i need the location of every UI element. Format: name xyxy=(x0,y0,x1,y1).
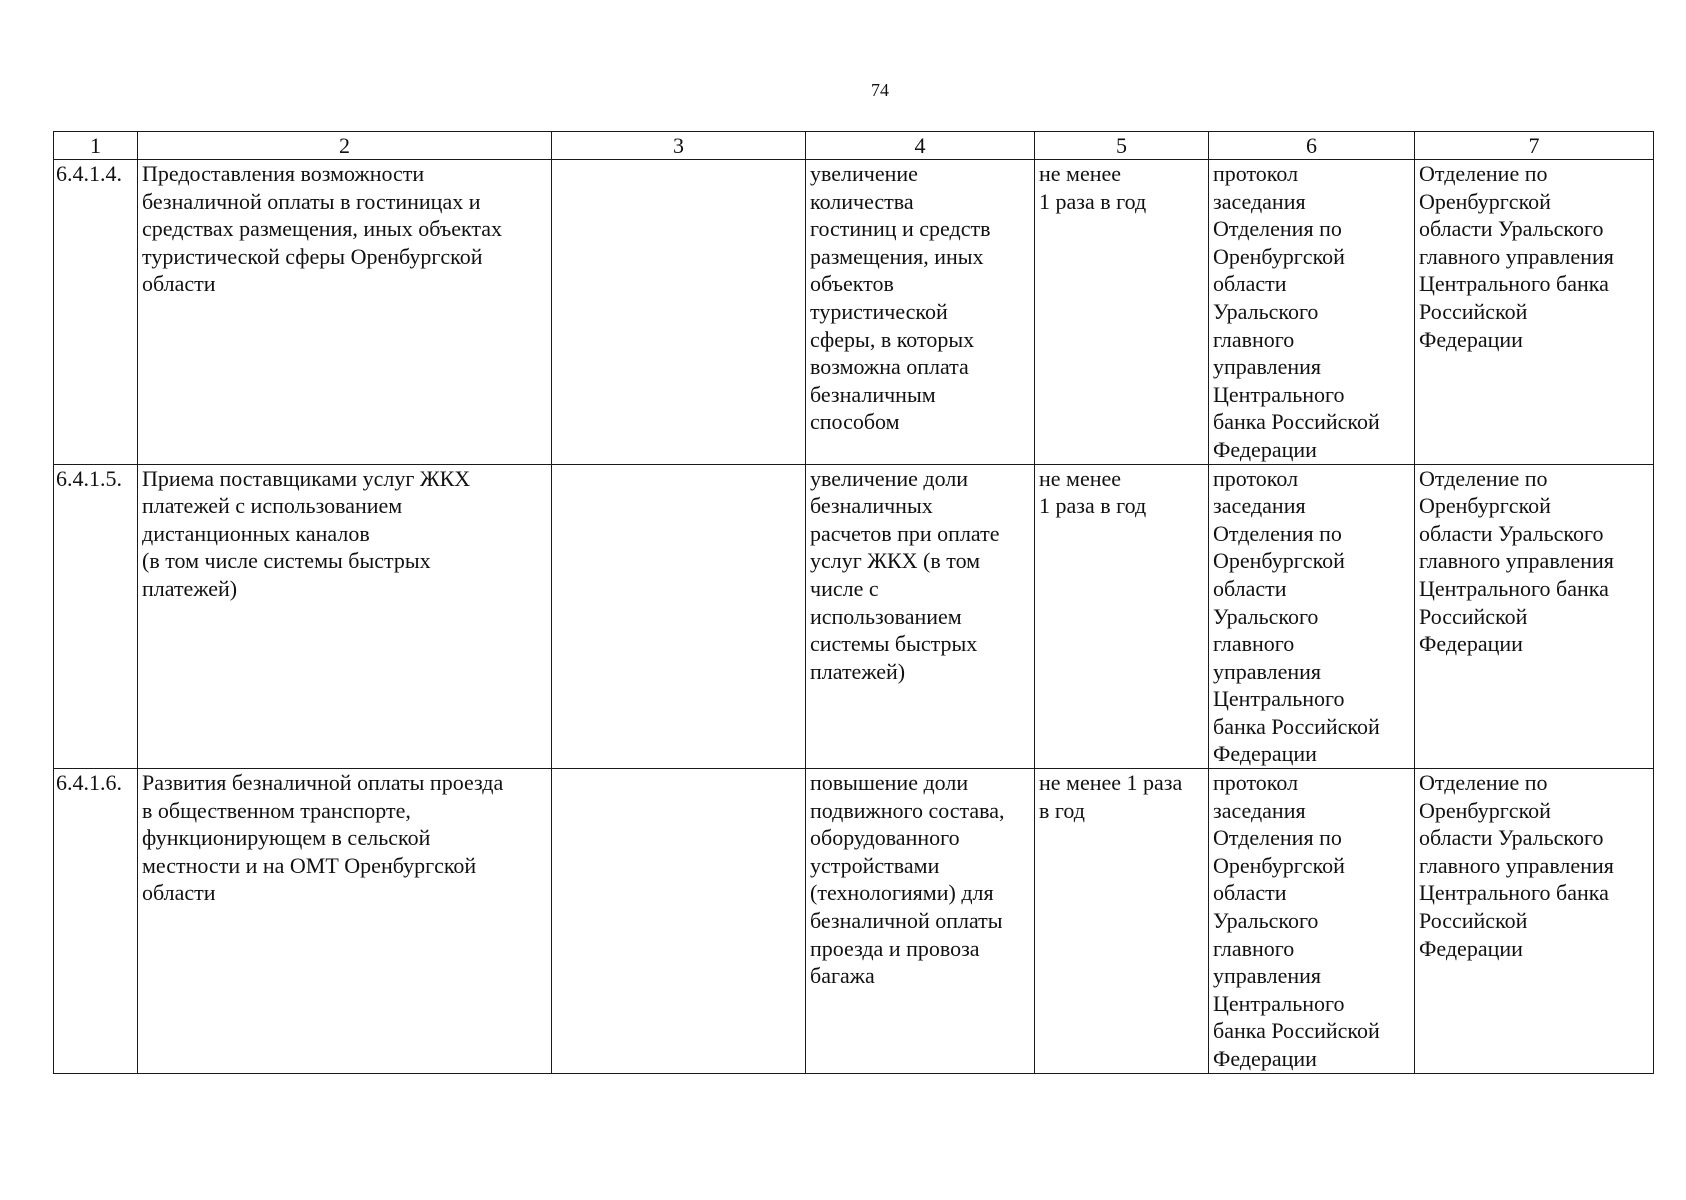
cell-text-line: оборудованного xyxy=(810,825,960,851)
cell-text-line: области xyxy=(1213,575,1287,601)
cell-text-line: управления xyxy=(1213,354,1322,380)
cell-text-line: Уральского xyxy=(1213,908,1319,934)
cell-text-line: в общественном транспорте, xyxy=(142,797,411,823)
cell-text-line: управления xyxy=(1213,658,1322,684)
indicator-cell xyxy=(806,769,1035,1074)
cell-text-line: Отделение по xyxy=(1419,770,1548,796)
cell-text-line: дистанционных каналов xyxy=(142,520,370,546)
document-cell xyxy=(1209,160,1415,465)
cell-text-line: заседания xyxy=(1213,797,1306,823)
cell-text-line: платежей с использованием xyxy=(142,493,403,519)
cell-text-line: проезда и провоза xyxy=(810,935,980,961)
responsible-cell xyxy=(1415,769,1654,1074)
item-number-cell: 6.4.1.5. xyxy=(54,464,138,769)
header-cell-3: 3 xyxy=(552,132,806,160)
cell-text-line: главного xyxy=(1213,631,1295,657)
table-body xyxy=(54,160,1654,1074)
cell-text-line: главного управления xyxy=(1419,548,1614,574)
cell-text-line: главного xyxy=(1213,935,1295,961)
cell-text-line: области Уральского xyxy=(1419,825,1604,851)
cell-text-line: Отделения по xyxy=(1213,520,1342,546)
cell-text-line: заседания xyxy=(1213,493,1306,519)
cell-text-line: туристической сферы Оренбургской xyxy=(142,243,483,269)
document-cell xyxy=(1209,464,1415,769)
document-cell xyxy=(1209,769,1415,1074)
cell-text-line: протокол xyxy=(1213,465,1299,491)
cell-text-line: Российской xyxy=(1419,908,1528,934)
cell-text-line: устройствами xyxy=(810,852,940,878)
cell-text-line: области xyxy=(1213,880,1287,906)
cell-text-line: (технологиями) для xyxy=(810,880,994,906)
cell-text-line: Отделение по xyxy=(1419,465,1548,491)
cell-text-line: 1 раза в год xyxy=(1039,188,1147,214)
cell-text-line: услуг ЖКХ (в том xyxy=(810,548,981,574)
column-3-cell xyxy=(552,769,806,1074)
cell-text-line: Федерации xyxy=(1419,935,1523,961)
cell-text-line: Оренбургской xyxy=(1419,797,1551,823)
cell-text-line: области Уральского xyxy=(1419,216,1604,242)
cell-text-line: гостиниц и средств xyxy=(810,216,991,242)
responsible-cell xyxy=(1415,464,1654,769)
cell-text-line: Федерации xyxy=(1213,436,1317,462)
cell-text-line: области Уральского xyxy=(1419,520,1604,546)
cell-text-line: Центрального банка xyxy=(1419,880,1609,906)
measure-cell xyxy=(138,769,552,1074)
cell-text-line: размещения, иных xyxy=(810,243,984,269)
cell-text-line: платежей) xyxy=(142,575,238,601)
cell-text-line: безналичной оплаты в гостиницах и xyxy=(142,188,481,214)
responsible-cell xyxy=(1415,160,1654,465)
table-row xyxy=(54,464,1654,769)
frequency-cell xyxy=(1035,464,1209,769)
cell-text-line: средствах размещения, иных объектах xyxy=(142,216,503,242)
frequency-cell xyxy=(1035,160,1209,465)
cell-text-line: банка Российской xyxy=(1213,1018,1380,1044)
cell-text-line: Федерации xyxy=(1213,741,1317,767)
cell-text-line: области xyxy=(142,880,216,906)
header-cell-6: 6 xyxy=(1209,132,1415,160)
cell-text-line: Центрального банка xyxy=(1419,271,1609,297)
cell-text-line: не менее 1 раза xyxy=(1039,770,1183,796)
cell-text-line: сферы, в которых xyxy=(810,326,975,352)
cell-text-line: Оренбургской xyxy=(1213,548,1345,574)
cell-text-line: увеличение доли xyxy=(810,465,969,491)
cell-text-line: главного управления xyxy=(1419,243,1614,269)
cell-text-line: Федерации xyxy=(1419,631,1523,657)
cell-text-line: Оренбургской xyxy=(1419,493,1551,519)
cell-text-line: Приема поставщиками услуг ЖКХ xyxy=(142,465,471,491)
cell-text-line: не менее xyxy=(1039,161,1122,186)
cell-text-line: расчетов при оплате xyxy=(810,520,1000,546)
cell-text-line: Отделение по xyxy=(1419,161,1548,186)
cell-text-line: Предоставления возможности xyxy=(142,161,425,186)
header-cell-1: 1 xyxy=(54,132,138,160)
measure-cell xyxy=(138,160,552,465)
cell-text-line: функционирующем в сельской xyxy=(142,825,431,851)
column-3-cell xyxy=(552,464,806,769)
cell-text-line: туристической xyxy=(810,298,948,324)
cell-text-line: Федерации xyxy=(1419,326,1523,352)
cell-text-line: системы быстрых xyxy=(810,631,978,657)
cell-text-line: безналичным xyxy=(810,381,936,407)
cell-text-line: платежей) xyxy=(810,658,906,684)
header-cell-5: 5 xyxy=(1035,132,1209,160)
cell-text-line: заседания xyxy=(1213,188,1306,214)
column-3-cell xyxy=(552,160,806,465)
cell-text-line: в год xyxy=(1039,797,1085,823)
cell-text-line: Федерации xyxy=(1213,1046,1317,1071)
cell-text-line: главного управления xyxy=(1419,852,1614,878)
item-number-cell: 6.4.1.4. xyxy=(54,160,138,465)
cell-text-line: Российской xyxy=(1419,298,1528,324)
cell-text-line: Центрального xyxy=(1213,990,1345,1016)
cell-text-line: не менее xyxy=(1039,465,1122,491)
cell-text-line: протокол xyxy=(1213,161,1299,186)
cell-text-line: возможна оплата xyxy=(810,354,969,380)
table-row xyxy=(54,769,1654,1074)
cell-text-line: подвижного состава, xyxy=(810,797,1005,823)
item-number-cell: 6.4.1.6. xyxy=(54,769,138,1074)
cell-text-line: управления xyxy=(1213,963,1322,989)
cell-text-line: использованием xyxy=(810,603,962,629)
cell-text-line: Уральского xyxy=(1213,603,1319,629)
cell-text-line: количества xyxy=(810,188,914,214)
cell-text-line: Развития безналичной оплаты проезда xyxy=(142,770,504,796)
cell-text-line: безналичных xyxy=(810,493,933,519)
cell-text-line: банка Российской xyxy=(1213,713,1380,739)
cell-text-line: числе с xyxy=(810,575,879,601)
cell-text-line: банка Российской xyxy=(1213,409,1380,435)
table-row xyxy=(54,160,1654,465)
cell-text-line: Оренбургской xyxy=(1213,852,1345,878)
header-cell-2: 2 xyxy=(138,132,552,160)
cell-text-line: главного xyxy=(1213,326,1295,352)
cell-text-line: области xyxy=(142,271,216,297)
cell-text-line: объектов xyxy=(810,271,894,297)
cell-text-line: безналичной оплаты xyxy=(810,908,1003,934)
cell-text-line: багажа xyxy=(810,963,875,989)
indicator-cell xyxy=(806,160,1035,465)
header-cell-7: 7 xyxy=(1415,132,1654,160)
measures-table xyxy=(53,131,1654,1074)
cell-text-line: увеличение xyxy=(810,161,918,186)
cell-text-line: Отделения по xyxy=(1213,825,1342,851)
cell-text-line: протокол xyxy=(1213,770,1299,796)
cell-text-line: Оренбургской xyxy=(1419,188,1551,214)
cell-text-line: местности и на ОМТ Оренбургской xyxy=(142,852,477,878)
cell-text-line: Российской xyxy=(1419,603,1528,629)
cell-text-line: Уральского xyxy=(1213,298,1319,324)
cell-text-line: области xyxy=(1213,271,1287,297)
cell-text-line: (в том числе системы быстрых xyxy=(142,548,431,574)
cell-text-line: Отделения по xyxy=(1213,216,1342,242)
indicator-cell xyxy=(806,464,1035,769)
cell-text-line: Оренбургской xyxy=(1213,243,1345,269)
frequency-cell xyxy=(1035,769,1209,1074)
header-row xyxy=(54,132,1654,160)
cell-text-line: 1 раза в год xyxy=(1039,493,1147,519)
cell-text-line: Центрального xyxy=(1213,381,1345,407)
cell-text-line: Центрального банка xyxy=(1419,575,1609,601)
cell-text-line: Центрального xyxy=(1213,686,1345,712)
measure-cell xyxy=(138,464,552,769)
header-cell-4: 4 xyxy=(806,132,1035,160)
page-number: 74 xyxy=(871,80,889,100)
cell-text-line: способом xyxy=(810,409,900,435)
cell-text-line: повышение доли xyxy=(810,770,969,796)
